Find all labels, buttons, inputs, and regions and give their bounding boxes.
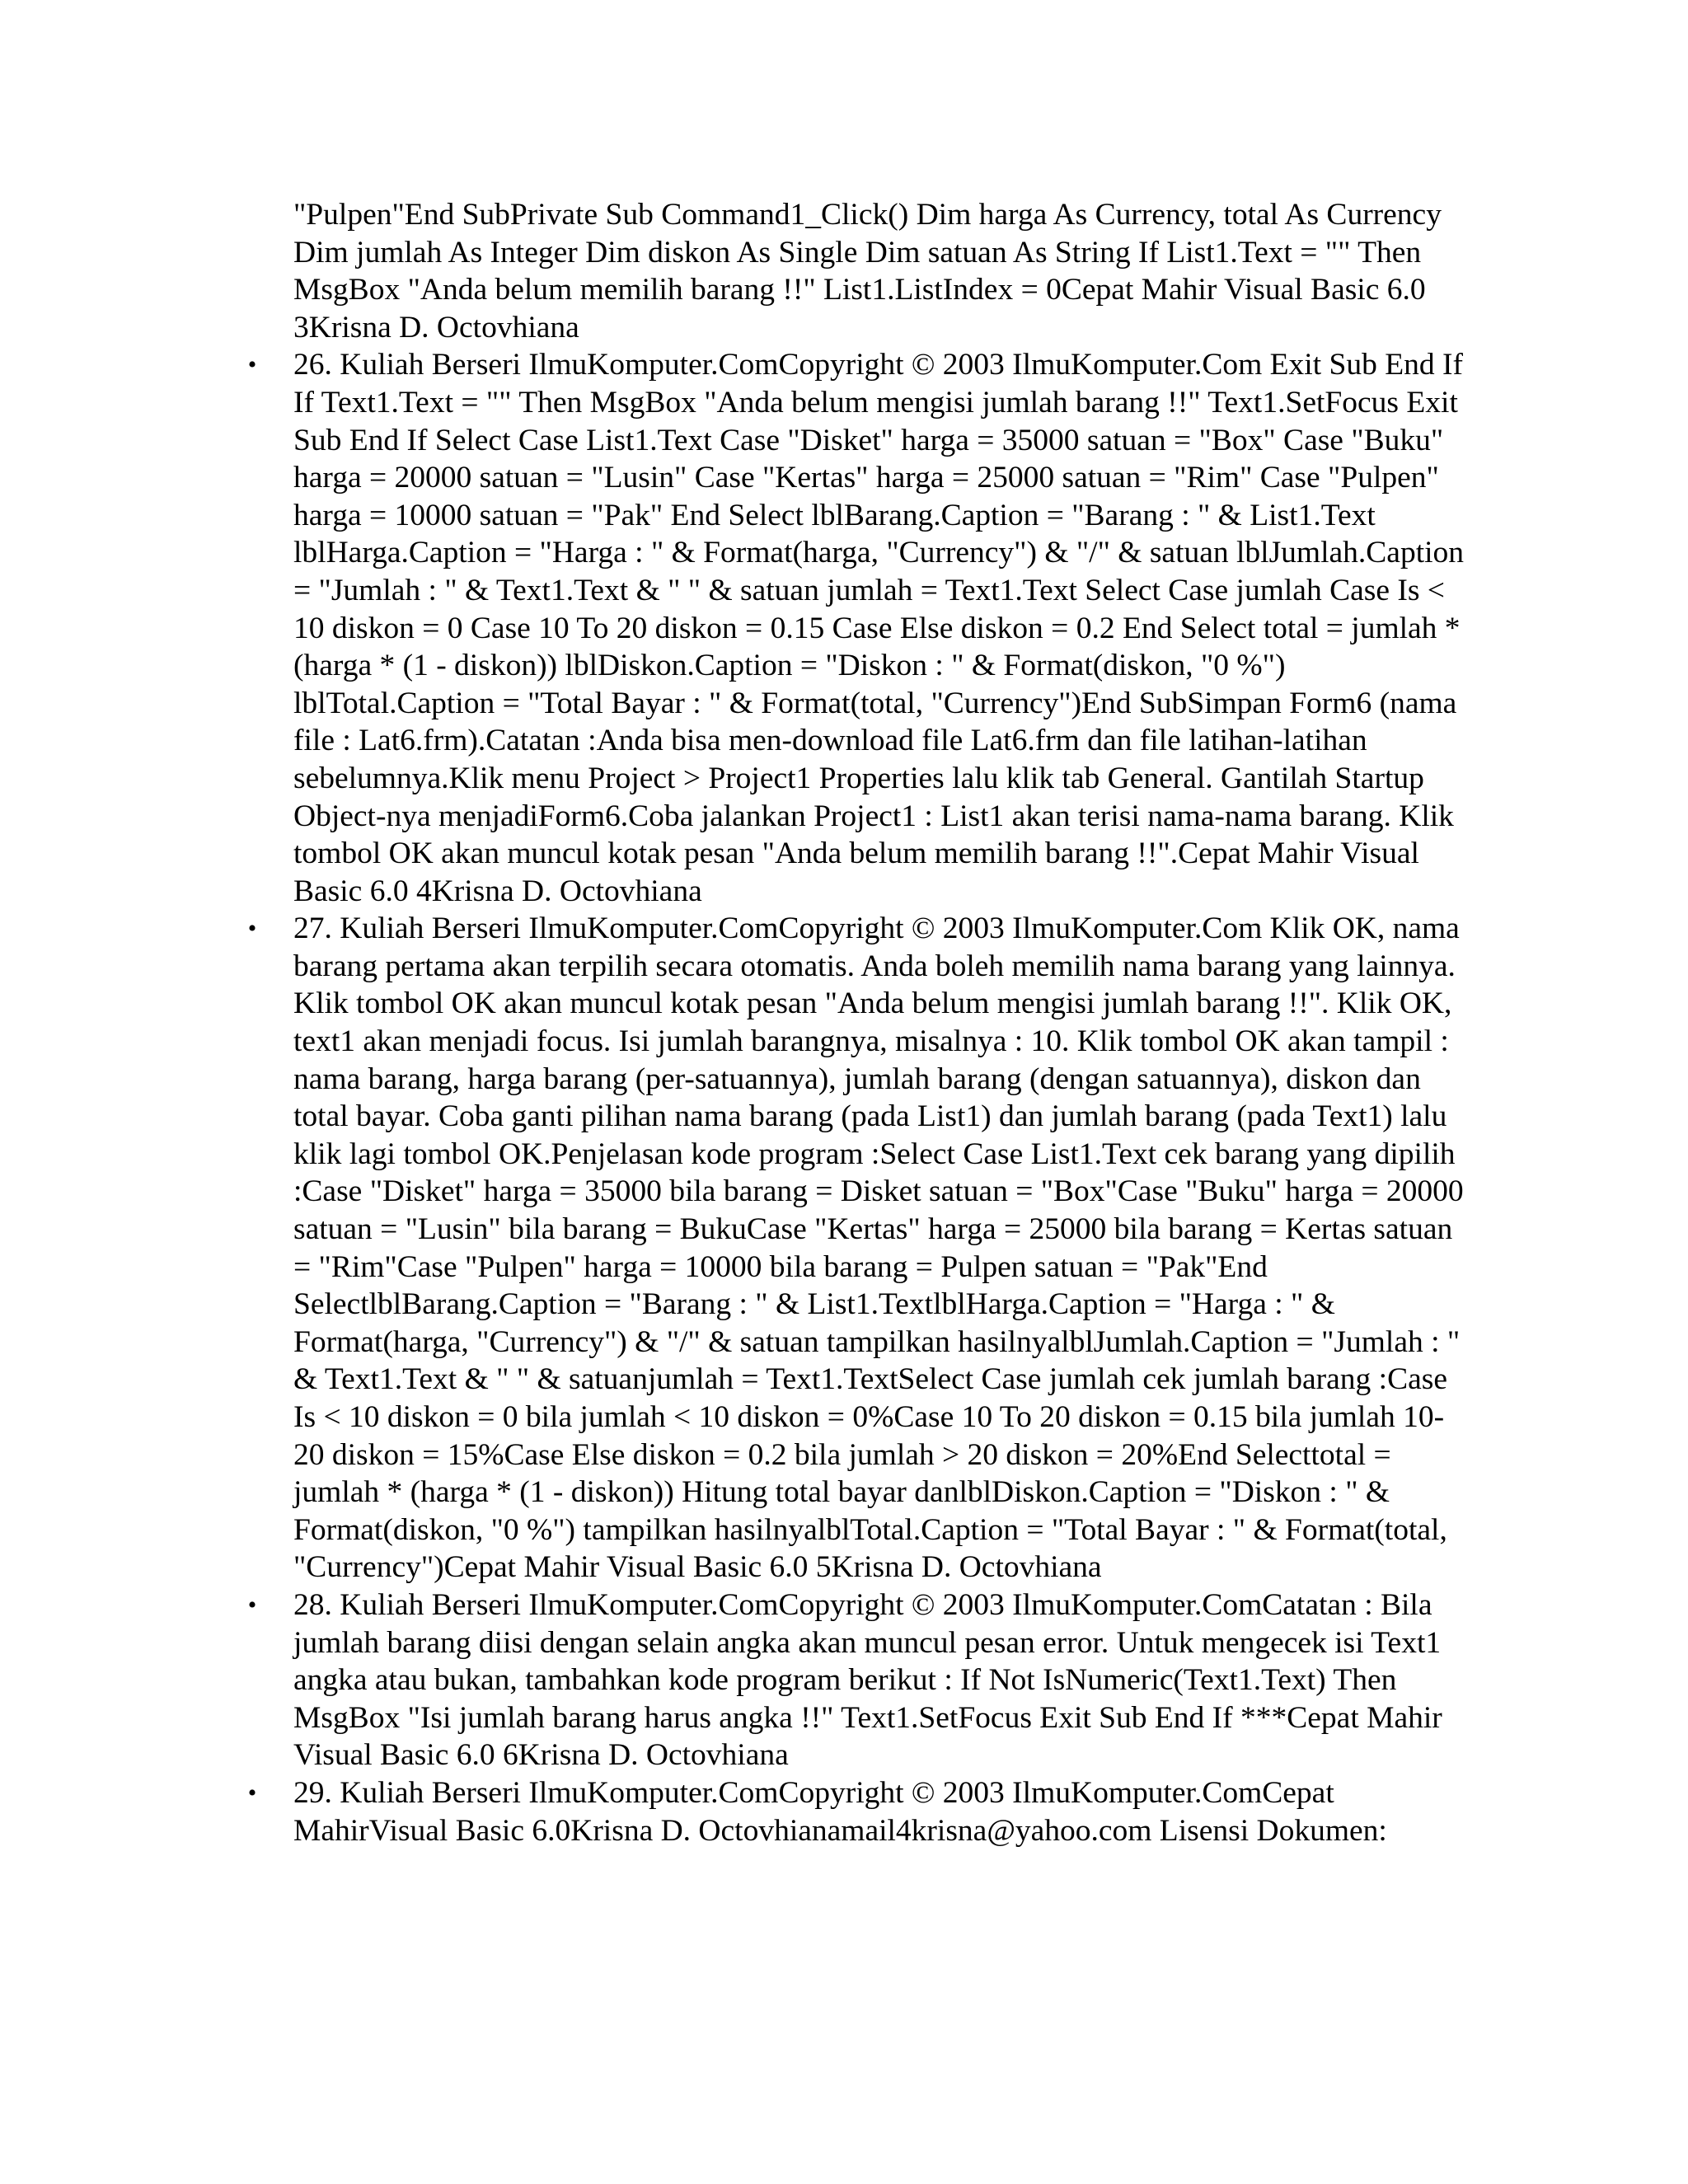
bullet-icon: •: [247, 1591, 257, 1619]
document-body: [247, 196, 1472, 1849]
list-item-text: 26. Kuliah Berseri IlmuKomputer.ComCopyright © 2003 IlmuKomputer.Com Exit Sub End If If Text1.Text = "" Then MsgBox "Anda belum mengisi jumlah barang !!" Text1.SetFocus Exit Sub End If Select Case List1.Text Case "Disket" harga = 35000 satuan = "Box" Case "Buku" harga = 20000 satuan = "Lusin" Case "Kertas" harga = 25000 satuan = "Rim" Case "Pulpen" harga = 10000 satuan = "Pak" End Select lblBarang.Caption = "Barang : " & List1.Text lblHarga.Caption = "Harga : " & Format(harga, "Currency") & "/" & satuan lblJumlah.Caption = "Jumlah : " & Text1.Text & " " & satuan jumlah = Text1.Text Select Case jumlah Case Is < 10 diskon = 0 Case 10 To 20 diskon = 0.15 Case Else diskon = 0.2 End Select total = jumlah * (harga * (1 - diskon)) lblDiskon.Caption = "Diskon : " & Format(diskon, "0 %") lblTotal.Caption = "Total Bayar : " & Format(total, "Currency")End SubSimpan Form6 (nama file : Lat6.frm).Catatan :Anda bisa men-download file Lat6.frm dan file latihan-latihan sebelumnya.Klik menu Project > Project1 Properties lalu klik tab General. Gantilah Startup Object-nya menjadiForm6.Coba jalankan Project1 : List1 akan terisi nama-nama barang. Klik tombol OK akan muncul kotak pesan "Anda belum memilih barang !!".Cepat Mahir Visual Basic 6.0 4Krisna D. Octovhiana: [293, 348, 1465, 908]
list-item-text: 27. Kuliah Berseri IlmuKomputer.ComCopyright © 2003 IlmuKomputer.Com Klik OK, nama barang pertama akan terpilih secara otomatis. Anda boleh memilih nama barang yang lainnya. Klik tombol OK akan muncul kotak pesan "Anda belum mengisi jumlah barang !!". Klik OK, text1 akan menjadi focus. Isi jumlah barangnya, misalnya : 10. Klik tombol OK akan tampil : nama barang, harga barang (per-satuannya), jumlah barang (dengan satuannya), diskon dan total bayar. Coba ganti pilihan nama barang (pada List1) dan jumlah barang (pada Text1) lalu klik lagi tombol OK.Penjelasan kode program :Select Case List1.Text cek barang yang dipilih :Case "Disket" harga = 35000 bila barang = Disket satuan = "Box"Case "Buku" harga = 20000 satuan = "Lusin" bila barang = BukuCase "Kertas" harga = 25000 bila barang = Kertas satuan = "Rim"Case "Pulpen" harga = 10000 bila barang = Pulpen satuan = "Pak"End SelectlblBarang.Caption = "Barang : " & List1.TextlblHarga.Caption = "Harga : " & Format(harga, "Currency") & "/" & satuan tampilkan hasilnyalblJumlah.Caption = "Jumlah : " & Text1.Text & " " & satuanjumlah = Text1.TextSelect Case jumlah cek jumlah barang :Case Is < 10 diskon = 0 bila jumlah < 10 diskon = 0%Case 10 To 20 diskon = 0.15 bila jumlah 10-20 diskon = 15%Case Else diskon = 0.2 bila jumlah > 20 diskon = 20%End Selecttotal = jumlah * (harga * (1 - diskon)) Hitung total bayar danlblDiskon.Caption = "Diskon : " & Format(diskon, "0 %") tampilkan hasilnyalblTotal.Caption = "Total Bayar : " & Format(total, "Currency")Cepat Mahir Visual Basic 6.0 5Krisna D. Octovhiana: [293, 912, 1464, 1585]
bullet-icon: •: [247, 915, 257, 943]
list-item: [247, 1586, 1472, 1774]
list-item: [247, 910, 1472, 1586]
bullet-icon: •: [247, 351, 257, 379]
list-item-text: 28. Kuliah Berseri IlmuKomputer.ComCopyright © 2003 IlmuKomputer.ComCatatan : Bila jumlah barang diisi dengan selain angka akan muncul pesan error. Untuk mengecek isi Text1 angka atau bukan, tambahkan kode program berikut : If Not IsNumeric(Text1.Text) Then MsgBox "Isi jumlah barang harus angka !!" Text1.SetFocus Exit Sub End If ***Cepat Mahir Visual Basic 6.0 6Krisna D. Octovhiana: [293, 1587, 1442, 1773]
list-item-text: 29. Kuliah Berseri IlmuKomputer.ComCopyright © 2003 IlmuKomputer.ComCepat MahirVisual Basic 6.0Krisna D. Octovhianamail4krisna@yahoo.com Lisensi Dokumen:: [293, 1775, 1387, 1848]
list-item: [247, 1774, 1472, 1849]
intro-paragraph: "Pulpen"End SubPrivate Sub Command1_Click() Dim harga As Currency, total As Currency Dim jumlah As Integer Dim diskon As Single Dim satuan As String If List1.Text = "" Then MsgBox "Anda belum memilih barang !!" List1.ListIndex = 0Cepat Mahir Visual Basic 6.0 3Krisna D. Octovhiana: [293, 198, 1442, 344]
bullet-icon: •: [247, 1779, 257, 1807]
bullet-list: [247, 346, 1472, 1849]
list-item: [247, 346, 1472, 910]
